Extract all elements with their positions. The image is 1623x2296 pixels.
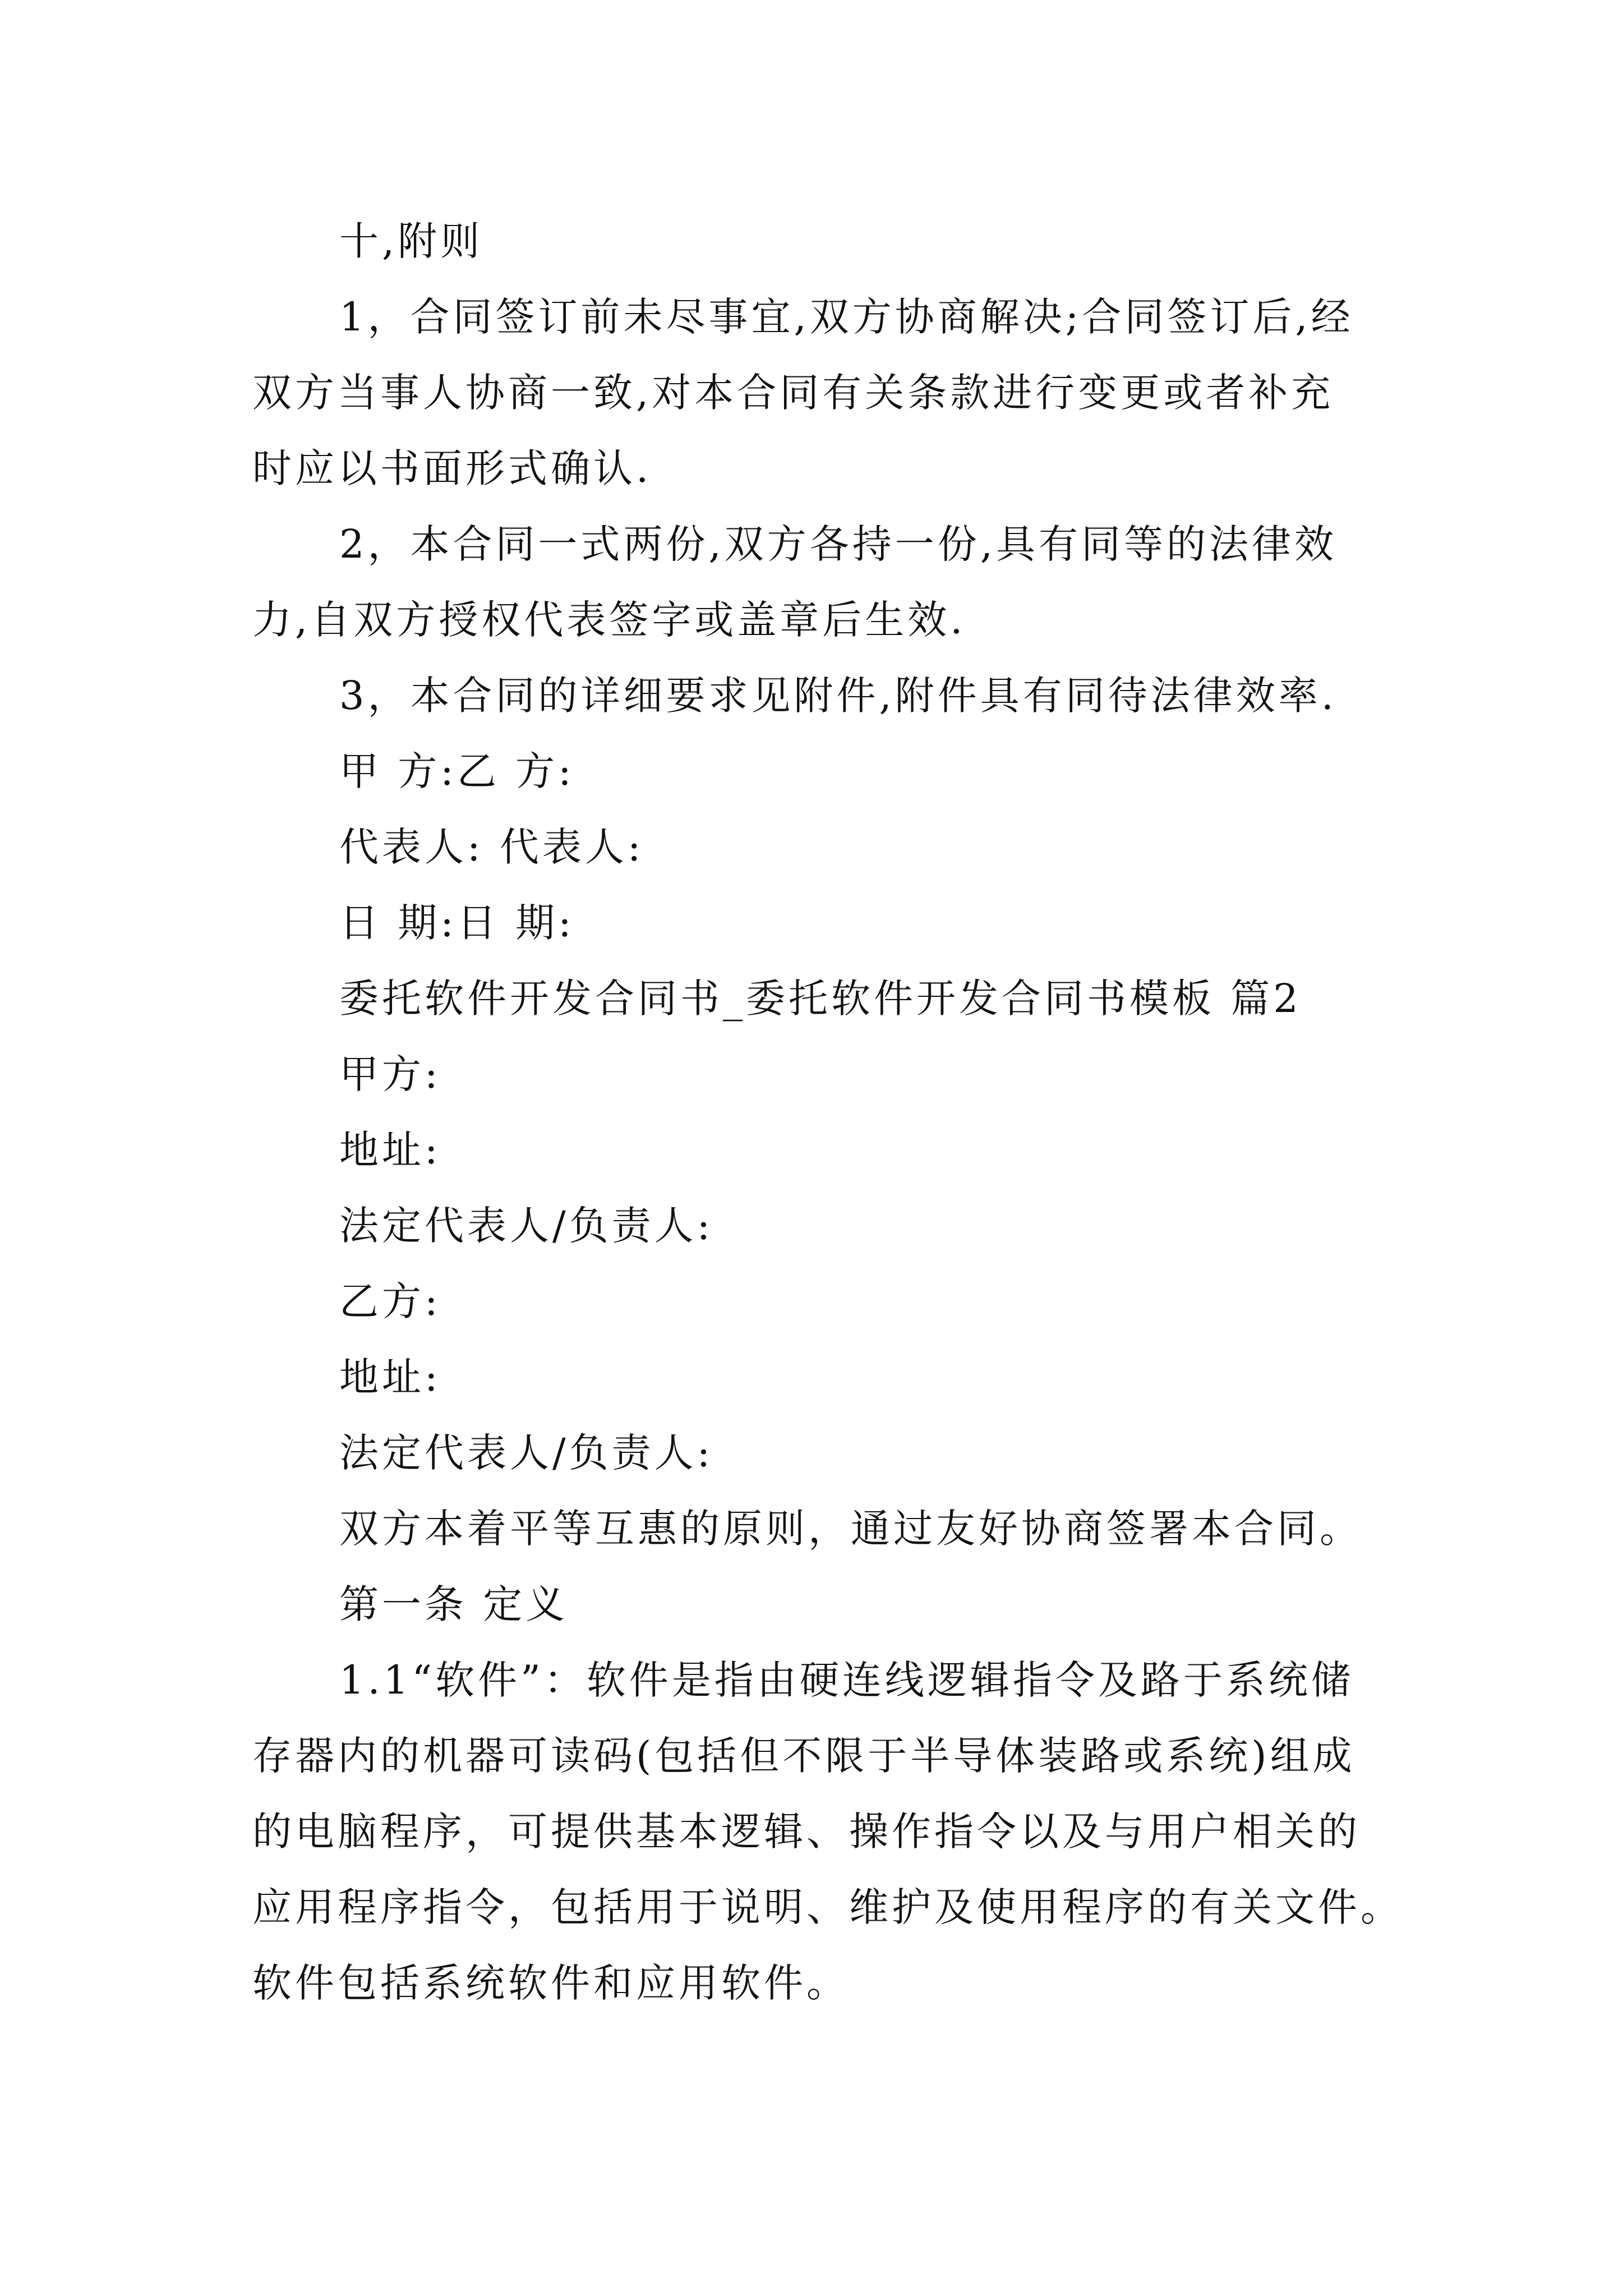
paragraph-line: 1.1“软件”：软件是指由硬连线逻辑指令及路于系统储 (339, 1657, 1354, 1703)
preamble-line: 双方本着平等互惠的原则，通过友好协商签署本合同。 (339, 1506, 1362, 1552)
paragraph-line: 1，合同签订前未尽事宜,双方协商解决;合同签订后,经 (339, 294, 1354, 340)
party-b-label: 乙方: (339, 1278, 441, 1324)
paragraph-line: 2，本合同一式两份,双方各持一份,具有同等的法律效 (339, 521, 1338, 567)
party-a-address-label: 地址: (339, 1127, 441, 1173)
paragraph-line: 力,自双方授权代表签字或盖章后生效. (252, 597, 966, 643)
paragraph-line: 存器内的机器可读码(包括但不限于半导体装路或系统)组成 (252, 1733, 1355, 1779)
party-a-label: 甲方: (339, 1051, 441, 1097)
paragraph-line: 应用程序指令，包括用于说明、维护及使用程序的有关文件。 (252, 1884, 1403, 1930)
paragraph-line: 软件包括系统软件和应用软件。 (252, 1960, 849, 2006)
party-b-address-label: 地址: (339, 1354, 441, 1400)
paragraph-line: 3，本合同的详细要求见附件,附件具有同待法律效率. (339, 673, 1338, 719)
section-heading-appendix: 十,附则 (339, 218, 483, 264)
party-b-legal-rep-label: 法定代表人/负责人: (339, 1430, 714, 1476)
signature-representative-line: 代表人: 代表人: (339, 824, 644, 870)
document-title-line: 委托软件开发合同书_委托软件开发合同书模板 篇2 (339, 976, 1302, 1022)
paragraph-line: 的电脑程序，可提供基本逻辑、操作指令以及与用户相关的 (252, 1809, 1361, 1855)
paragraph-line: 双方当事人协商一致,对本合同有关条款进行变更或者补充 (252, 370, 1334, 416)
article-heading: 第一条 定义 (339, 1581, 569, 1627)
party-a-legal-rep-label: 法定代表人/负责人: (339, 1203, 714, 1249)
signature-date-line: 日 期:日 期: (339, 900, 575, 946)
paragraph-line: 时应以书面形式确认. (252, 445, 652, 491)
signature-party-line: 甲 方:乙 方: (339, 748, 575, 794)
